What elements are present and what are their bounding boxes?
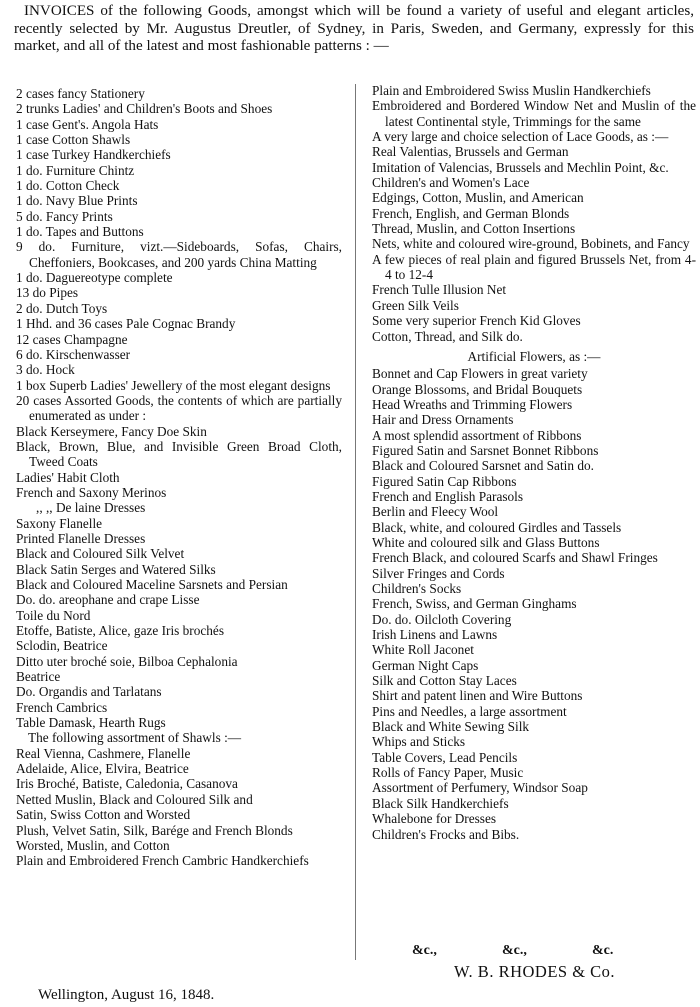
list-item: Figured Satin Cap Ribbons xyxy=(372,473,517,489)
list-item: White and coloured silk and Glass Buttons xyxy=(372,534,600,550)
list-item: Worsted, Muslin, and Cotton xyxy=(16,837,170,853)
list-item: Thread, Muslin, and Cotton Insertions xyxy=(372,221,576,237)
etc-mark: &c., xyxy=(412,943,437,958)
left-goods-list xyxy=(16,86,342,869)
list-item: 3 do. Hock xyxy=(16,362,75,378)
list-item: Assortment of Perfumery, Windsor Soap xyxy=(372,780,588,796)
list-item: French Tulle Illusion Net xyxy=(372,282,507,298)
list-item: Black Silk Handkerchiefs xyxy=(372,795,509,811)
list-item: Bonnet and Cap Flowers in great variety xyxy=(372,366,588,382)
list-item: Shirt and patent linen and Wire Buttons xyxy=(372,688,583,704)
list-item: Satin, Swiss Cotton and Worsted xyxy=(16,807,191,823)
list-item: Toile du Nord xyxy=(16,607,91,623)
list-item: 1 do. Navy Blue Prints xyxy=(16,193,138,209)
list-item: Embroidered and Bordered Window Net and Muslin of the latest Continental style, Trimmings for the same xyxy=(372,98,696,129)
list-item: Black, Brown, Blue, and Invisible Green Broad Cloth, Tweed Coats xyxy=(16,438,342,470)
list-item: Do. do. areophane and crape Lisse xyxy=(16,592,200,608)
list-item: Pins and Needles, a large assortment xyxy=(372,703,567,719)
list-item: Some very superior French Kid Gloves xyxy=(372,313,581,329)
list-item: 1 case Turkey Handkerchiefs xyxy=(16,147,171,163)
right-goods-list xyxy=(372,83,696,842)
list-item: Plain and Embroidered Swiss Muslin Handkerchiefs xyxy=(372,83,651,98)
list-item: French, Swiss, and German Ginghams xyxy=(372,596,577,612)
column-divider xyxy=(355,84,356,960)
list-item: Rolls of Fancy Paper, Music xyxy=(372,765,524,781)
list-item: French Cambrics xyxy=(16,699,108,715)
list-item: 1 box Superb Ladies' Jewellery of the most elegant designs xyxy=(16,377,331,393)
list-item: French and Saxony Merinos xyxy=(16,484,167,500)
list-item: 1 case Gent's. Angola Hats xyxy=(16,116,159,132)
list-item: Netted Muslin, Black and Coloured Silk and xyxy=(16,791,253,807)
list-item: Table Covers, Lead Pencils xyxy=(372,749,518,765)
list-item: 1 do. Furniture Chintz xyxy=(16,162,135,178)
list-item: A very large and choice selection of Lace Goods, as :— xyxy=(372,129,669,145)
list-item: 1 Hhd. and 36 cases Pale Cognac Brandy xyxy=(16,316,236,332)
list-item: A most splendid assortment of Ribbons xyxy=(372,427,582,443)
list-item: 9 do. Furniture, vizt.—Sideboards, Sofas, Chairs, Cheffoniers, Bookcases, and 200 yards China Matting xyxy=(16,239,342,270)
list-item: Ladies' Habit Cloth xyxy=(16,469,120,485)
list-item: 13 do Pipes xyxy=(16,285,79,301)
list-item: 2 do. Dutch Toys xyxy=(16,300,108,316)
list-item: Table Damask, Hearth Rugs xyxy=(16,715,166,731)
list-item: Head Wreaths and Trimming Flowers xyxy=(372,396,573,412)
list-item: Cotton, Thread, and Silk do. xyxy=(372,328,523,344)
list-item: Green Silk Veils xyxy=(372,297,459,313)
list-item: Whalebone for Dresses xyxy=(372,811,497,827)
list-item: Black and Coloured Maceline Sarsnets and Persian xyxy=(16,577,288,592)
list-item: Children's Frocks and Bibs. xyxy=(372,826,520,842)
list-item: Children's Socks xyxy=(372,581,462,596)
list-item: Real Vienna, Cashmere, Flanelle xyxy=(16,745,191,761)
list-item: Black Satin Serges and Watered Silks xyxy=(16,561,216,577)
etc-mark: &c., xyxy=(502,943,527,958)
list-item: German Night Caps xyxy=(372,657,479,673)
list-item: Edgings, Cotton, Muslin, and American xyxy=(372,190,584,206)
list-item: Iris Broché, Batiste, Caledonia, Casanova xyxy=(16,776,238,792)
list-item: Do. do. Oilcloth Covering xyxy=(372,611,512,627)
list-item: 5 do. Fancy Prints xyxy=(16,208,113,224)
list-item: Berlin and Fleecy Wool xyxy=(372,504,499,520)
list-item: Whips and Sticks xyxy=(372,734,466,750)
list-item: French, English, and German Blonds xyxy=(372,205,570,221)
list-item: Plush, Velvet Satin, Silk, Barége and French Blonds xyxy=(16,822,293,838)
list-item: ,, ,, De laine Dresses xyxy=(36,500,146,516)
list-item: The following assortment of Shawls :— xyxy=(28,730,242,746)
list-item: Black, white, and coloured Girdles and Tassels xyxy=(372,519,622,535)
list-item: Black and Coloured Silk Velvet xyxy=(16,546,185,562)
list-item: 1 do. Cotton Check xyxy=(16,178,120,194)
list-item: 1 case Cotton Shawls xyxy=(16,132,131,148)
list-item: Figured Satin and Sarsnet Bonnet Ribbons xyxy=(372,442,599,458)
list-item: Hair and Dress Ornaments xyxy=(372,412,514,428)
etcetera-line xyxy=(412,943,700,959)
list-item: 1 do. Tapes and Buttons xyxy=(16,224,144,240)
dateline: Wellington, August 16, 1848. xyxy=(38,987,215,1003)
list-item: Irish Linens and Lawns xyxy=(372,627,498,643)
merchant-signature: W. B. RHODES & Co. xyxy=(454,962,616,981)
list-item: Orange Blossoms, and Bridal Bouquets xyxy=(372,381,583,397)
list-item: White Roll Jaconet xyxy=(372,642,474,658)
list-item: Ditto uter broché soie, Bilboa Cephalonia xyxy=(16,653,238,669)
list-item: Beatrice xyxy=(16,669,61,685)
list-item: Black and Coloured Sarsnet and Satin do. xyxy=(372,458,594,474)
list-item: 12 cases Champagne xyxy=(16,331,128,347)
etc-mark: &c. xyxy=(592,943,614,958)
list-item: A few pieces of real plain and figured Brussels Net, from 4-4 to 12-4 xyxy=(372,251,696,283)
list-item: Silk and Cotton Stay Laces xyxy=(372,673,517,689)
list-item: Etoffe, Batiste, Alice, gaze Iris brochés xyxy=(16,623,224,639)
list-item: 1 do. Daguereotype complete xyxy=(16,270,173,286)
list-item: Adelaide, Alice, Elvira, Beatrice xyxy=(16,761,189,777)
list-item: Imitation of Valencias, Brussels and Mechlin Point, &c. xyxy=(372,159,669,175)
list-item: Real Valentias, Brussels and German xyxy=(372,144,569,160)
advertisement-intro: INVOICES of the following Goods, amongst which will be found a variety of useful and elegant articles, recently selected by Mr. Augustus Dreutler, of Sydney, in Paris, Sweden, and Germany, expressly for this market, and all of the latest and most fashionable patterns : — xyxy=(14,3,694,55)
list-item: Silver Fringes and Cords xyxy=(372,565,505,581)
list-item: 20 cases Assorted Goods, the contents of which are partially enumerated as under : xyxy=(16,392,342,424)
list-item: 2 cases fancy Stationery xyxy=(16,86,145,101)
list-item: Black Kerseymere, Fancy Doe Skin xyxy=(16,423,207,439)
list-item: Nets, white and coloured wire-ground, Bobinets, and Fancy xyxy=(372,236,690,252)
list-item: French and English Parasols xyxy=(372,488,524,504)
list-heading: Artificial Flowers, as :— xyxy=(467,348,601,364)
list-item: Sclodin, Beatrice xyxy=(16,638,108,654)
list-item: Black and White Sewing Silk xyxy=(372,719,530,735)
list-item: 2 trunks Ladies' and Children's Boots and Shoes xyxy=(16,101,273,117)
list-item: 6 do. Kirschenwasser xyxy=(16,346,131,362)
list-item: French Black, and coloured Scarfs and Shawl Fringes xyxy=(372,550,658,566)
list-item: Saxony Flanelle xyxy=(16,515,103,531)
list-item: Printed Flanelle Dresses xyxy=(16,530,146,546)
list-item: Do. Organdis and Tarlatans xyxy=(16,684,162,700)
list-item: Children's and Women's Lace xyxy=(372,175,530,191)
list-item: Plain and Embroidered French Cambric Handkerchiefs xyxy=(16,853,309,869)
